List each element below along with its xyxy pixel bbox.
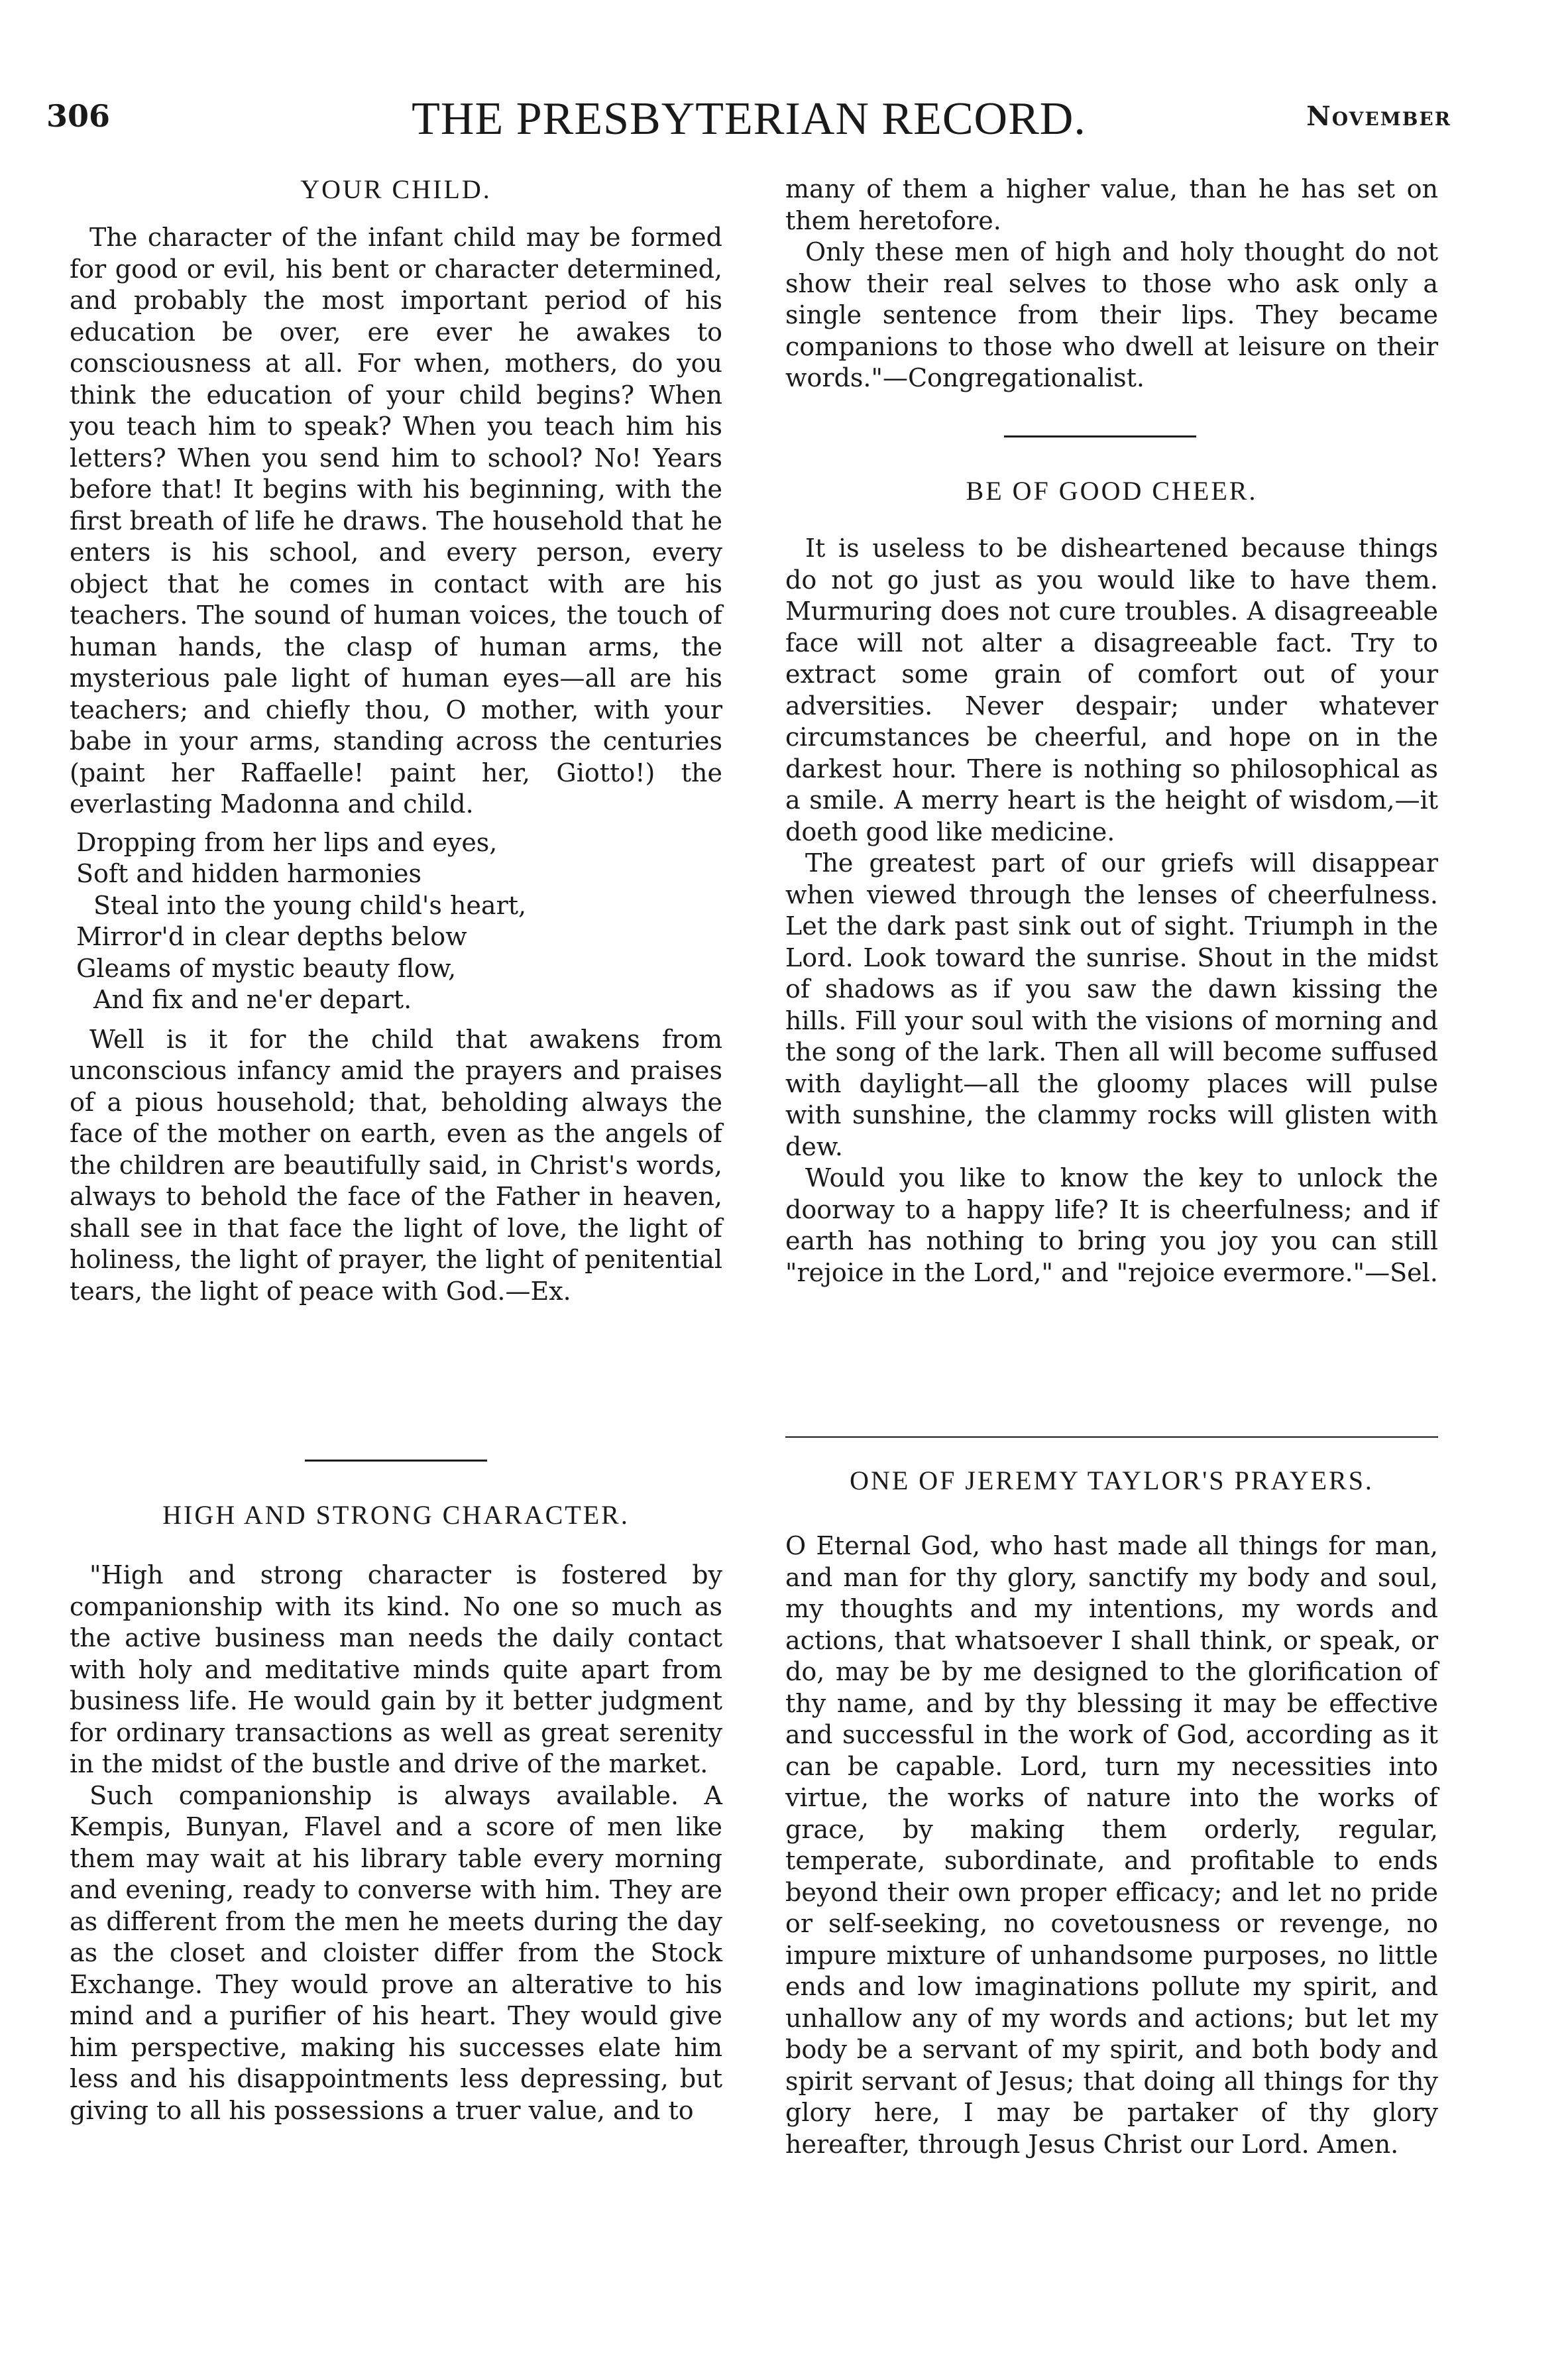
article-paragraph: many of them a higher value, than he has set on them heretofore. bbox=[785, 174, 1438, 235]
article-paragraph: Well is it for the child that awakens from unconscious infancy amid the prayers and praises of a pious household; that, beholding always the face of the mother on earth, even as the angels of the children are beautifully said, in Christ's words, always to behold the face of the Father in heaven, shall see in that face the light of love, the light of holiness, the light of prayer, the light of penitential tears, the light of peace with God.—Ex. bbox=[70, 1024, 722, 1306]
section-divider bbox=[305, 1460, 487, 1462]
poem-line: Steal into the young child's heart, bbox=[93, 890, 527, 920]
article-paragraph: Would you like to know the key to unlock the doorway to a happy life? It is cheerfulness; and if earth has nothing to bring you joy you can still "rejoice in the Lord," and "rejoice evermore."—Sel. bbox=[785, 1163, 1438, 1287]
article-paragraph: The character of the infant child may be formed for good or evil, his bent or character determined, and probably the most important period of his education be over, ere ever he awakes to consciousness at all. For when, mothers, do you think the education of your child begins? When you teach him to speak? When you teach him his letters? When you send him to school? No! Years before that! It begins with his beginning, with the first breath of life he draws. The household that he enters is his school, and every person, every object that he comes in contact with are his teachers. The sound of human voices, the touch of human hands, the clasp of human arms, the mysterious pale light of human eyes—all are his teachers; and chiefly thou, O mother, with your babe in your arms, standing across the centuries (paint her Raffaelle! paint her, Giotto!) the everlasting Madonna and child. bbox=[70, 223, 722, 819]
poem-line: Gleams of mystic beauty flow, bbox=[76, 953, 457, 983]
article-title: BE OF GOOD CHEER. bbox=[966, 476, 1258, 506]
article-jeremy-taylor-prayer bbox=[785, 1465, 1438, 2160]
article-paragraph: The greatest part of our griefs will disappear when viewed through the lenses of cheerfulness. Let the dark past sink out of sight. Triumph in the Lord. Look toward the sunrise. Shout in the midst of shadows as if you saw the dawn kissing the hills. Fill your soul with the visions of morning and the song of the lark. Then all will become suffused with daylight—all the gloomy places will pulse with sunshine, the clammy rocks will glisten with dew. bbox=[785, 848, 1438, 1161]
section-divider bbox=[785, 1436, 1438, 1438]
article-paragraph: "High and strong character is fostered by companionship with its kind. No one so much as the active business man needs the daily contact with holy and meditative minds quite apart from business life. He would gain by it better judgment for ordinary transactions as well as great serenity in the midst of the bustle and drive of the market. bbox=[70, 1560, 722, 1778]
section-divider bbox=[1004, 435, 1196, 437]
article-paragraph: Such companionship is always available. A Kempis, Bunyan, Flavel and a score of men like them may wait at his library table every morning and evening, ready to converse with him. They are as different from the men he meets during the day as the closet and cloister differ from the Stock Exchange. They would prove an alterative to his mind and a purifier of his heart. They would give him perspective, making his successes elate him less and his disappointments less depressing, but giving to all his possessions a truer value, and to bbox=[70, 1780, 722, 2125]
poem-line: And fix and ne'er depart. bbox=[93, 985, 412, 1014]
poem-line: Dropping from her lips and eyes, bbox=[76, 827, 498, 857]
article-be-of-good-cheer bbox=[785, 475, 1438, 1289]
page-header bbox=[46, 93, 1451, 146]
page-number: 306 bbox=[46, 98, 111, 134]
article-your-child bbox=[70, 174, 722, 1307]
article-paragraph: O Eternal God, who hast made all things for man, and man for thy glory, sanctify my body and soul, my thoughts and my intentions, my words and actions, that whatsoever I shall think, or speak, or do, may be by me designed to the glorification of thy name, and by thy blessing it may be effective and successful in the work of God, according as it can be capable. Lord, turn my necessities into virtue, the works of nature into the works of grace, by making them orderly, regular, temperate, subordinate, and profitable to ends beyond their own proper efficacy; and let no pride or self-seeking, no covetousness or revenge, no impure mixture of unhandsome purposes, no little ends and low imaginations pollute my spirit, and unhallow any of my words and actions; but let my body be a servant of my spirit, and both body and spirit servant of Jesus; that doing all things for thy glory here, I may be partaker of thy glory hereafter, through Jesus Christ our Lord. Amen. bbox=[785, 1531, 1438, 2159]
issue-month: November bbox=[1306, 101, 1451, 132]
article-title: YOUR CHILD. bbox=[300, 174, 492, 204]
journal-title: THE PRESBYTERIAN RECORD. bbox=[412, 93, 1086, 144]
poem-line: Soft and hidden harmonies bbox=[76, 859, 421, 888]
article-title: HIGH AND STRONG CHARACTER. bbox=[162, 1500, 630, 1530]
article-paragraph: Only these men of high and holy thought do not show their real selves to those who ask only a single sentence from their lips. They became companions to those who dwell at leisure on their words."—Congregationalist. bbox=[785, 237, 1438, 392]
article-paragraph: It is useless to be disheartened because things do not go just as you would like to have them. Murmuring does not cure troubles. A disagreeable face will not alter a disagreeable fact. Try to extract some grain of comfort out of your adversities. Never despair; under whatever circumstances be cheerful, and hope on in the darkest hour. There is nothing so philosophical as a smile. A merry heart is the height of wisdom,—it doeth good like medicine. bbox=[785, 534, 1438, 846]
article-title: ONE OF JEREMY TAYLOR'S PRAYERS. bbox=[850, 1466, 1374, 1495]
poem bbox=[76, 827, 722, 1016]
article-high-strong-continued bbox=[785, 174, 1438, 394]
poem-line: Mirror'd in clear depths below bbox=[76, 922, 467, 951]
article-high-strong-character bbox=[70, 1499, 722, 2126]
